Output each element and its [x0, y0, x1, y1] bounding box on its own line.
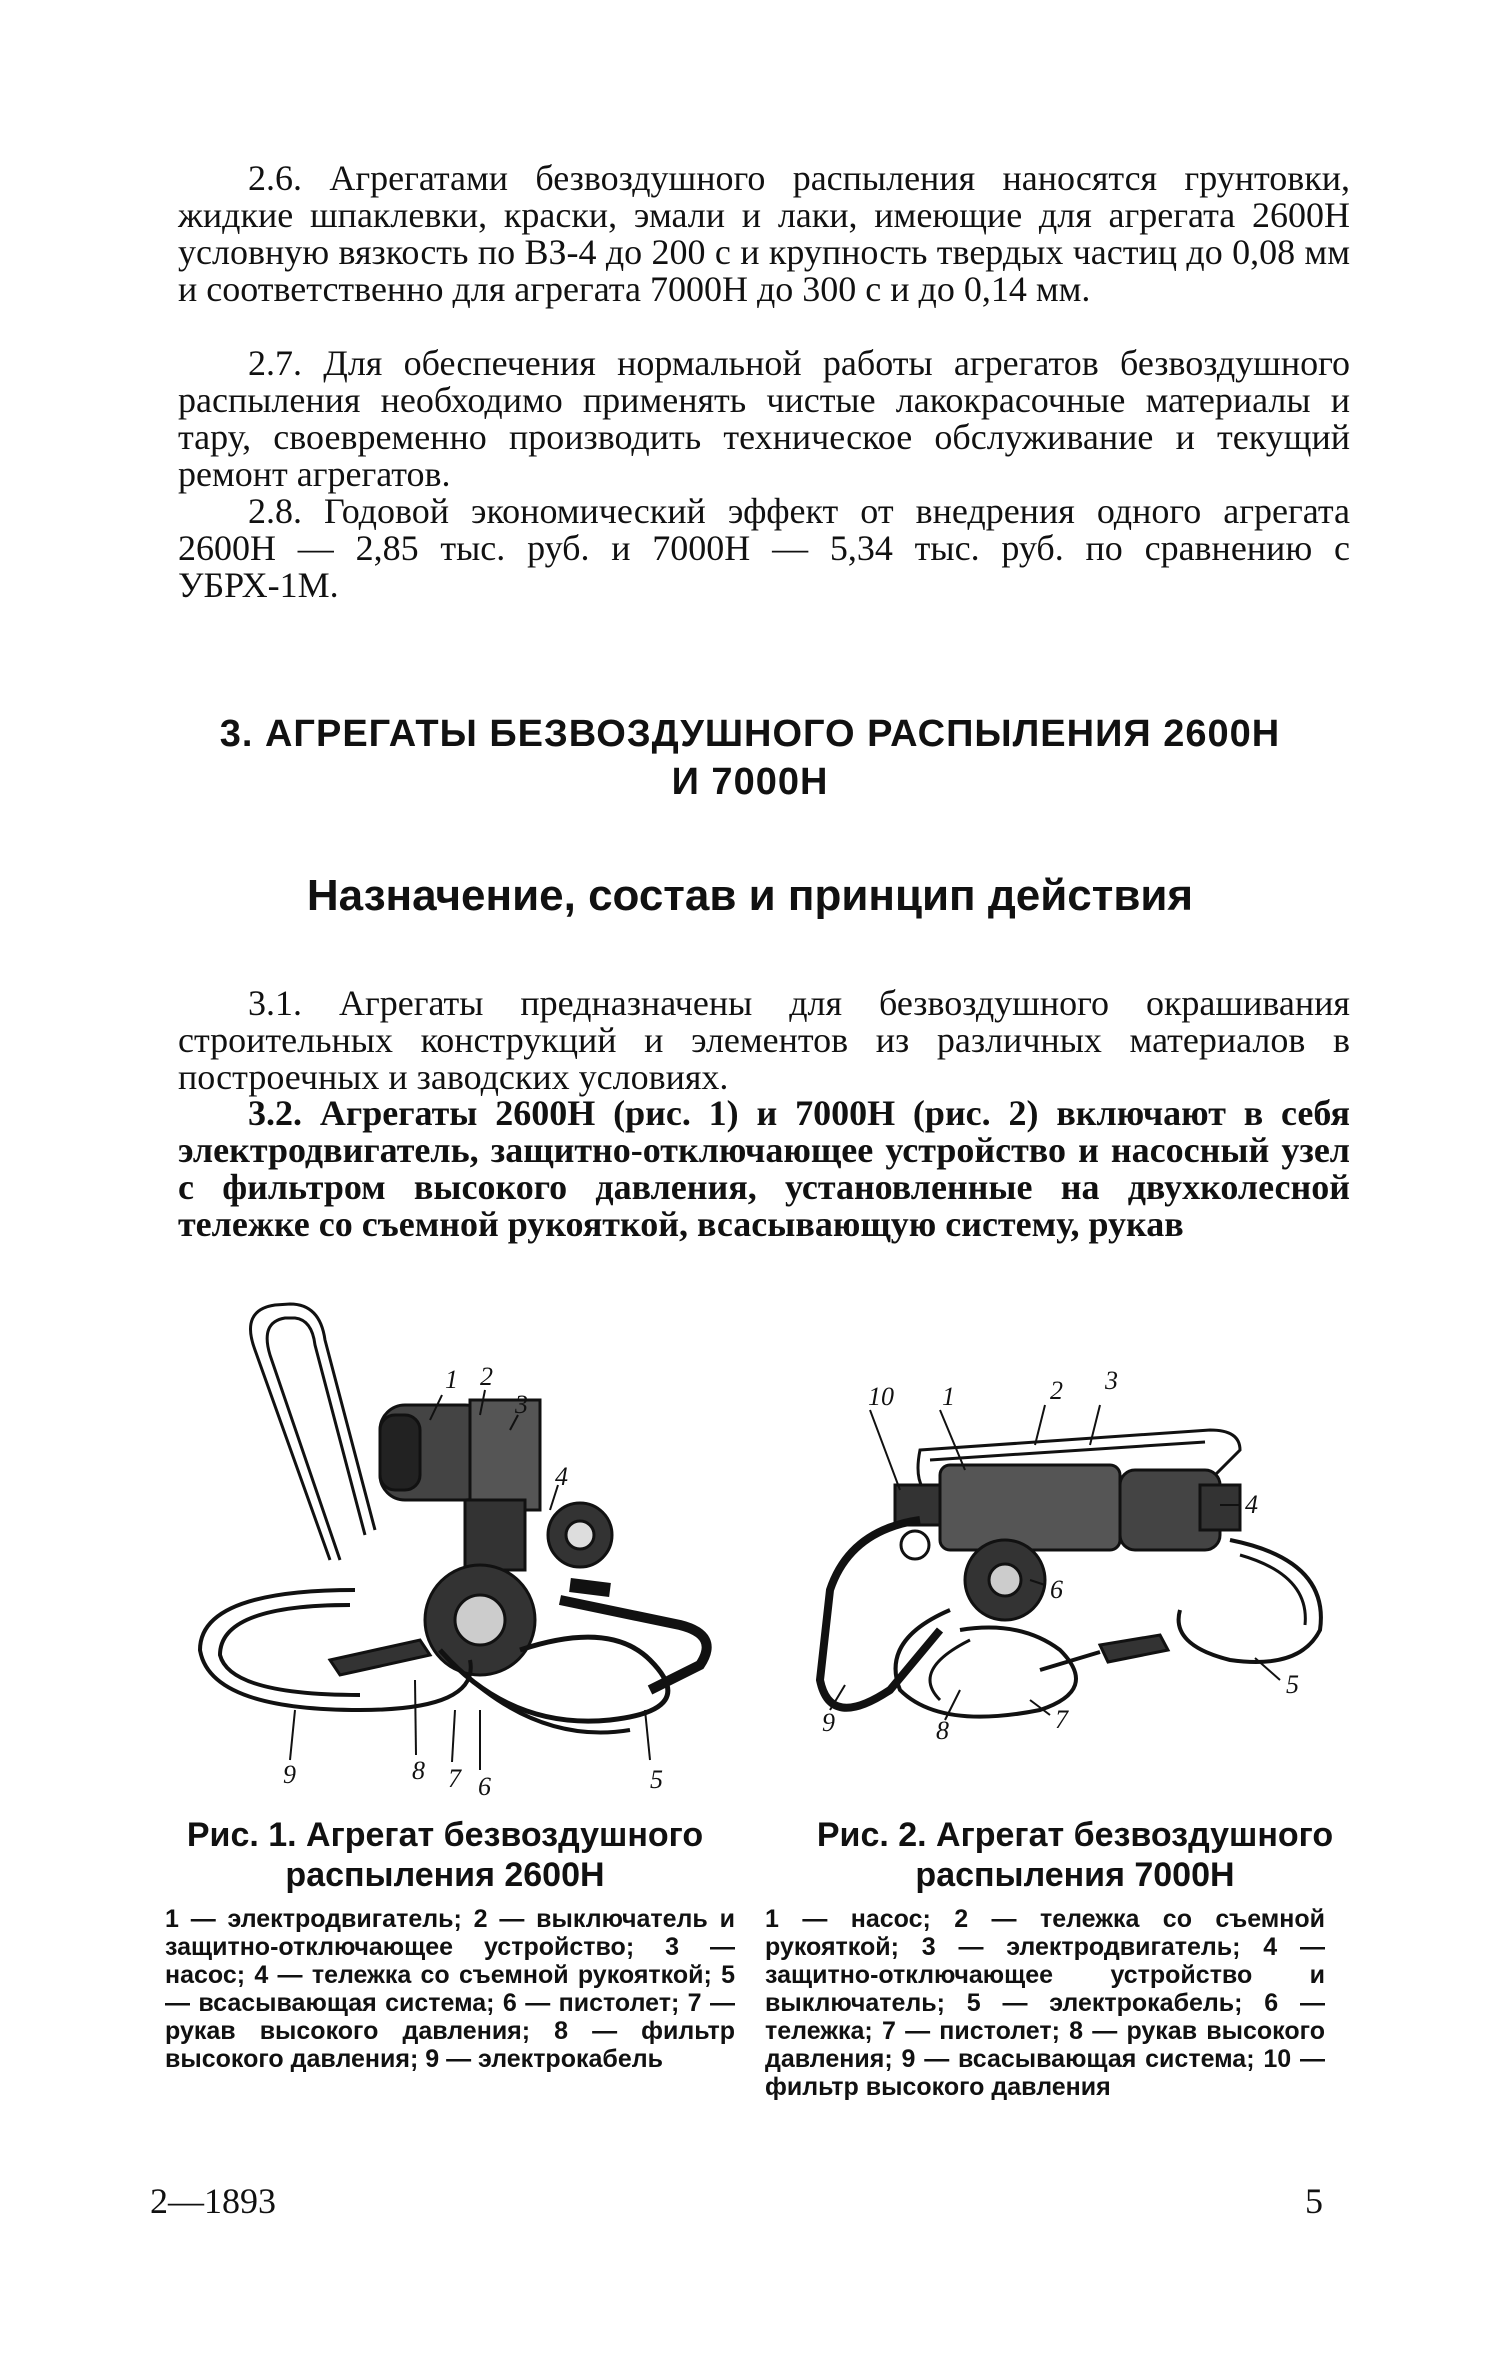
paragraph-2-6: 2.6. Агрегатами безвоздушного распыления наносятся грунтовки, жидкие шпаклевки, краски, эмали и лаки, имеющие для агрегата 2600Н условную вязкость по ВЗ-4 до 200 с и крупность твердых частиц до 0,08 мм и соответственно для агрегата 7000Н до 300 с и до 0,14 мм. [178, 158, 1350, 309]
figure-2-caption-title: Рис. 2. Агрегат безвоздушного распыления 7000Н [816, 1816, 1334, 1894]
fig1-callout-6: 6 [478, 1772, 491, 1801]
figure-1-caption-title: Рис. 1. Агрегат безвоздушного распыления 2600Н [186, 1816, 704, 1894]
fig1-callout-9: 9 [283, 1760, 296, 1789]
figure-2-drawing [800, 1390, 1360, 1810]
fig1-callout-1: 1 [445, 1365, 458, 1394]
paragraph-2-7: 2.7. Для обеспечения нормальной работы агрегатов безвоздушного распыления необходимо применять чистые лакокрасочные материалы и тару, своевременно производить техническое обслуживание и текущий ремонт агрегатов. [178, 343, 1350, 494]
subsection-title: Назначение, состав и принцип действия [306, 871, 1194, 920]
fig2-callout-3: 3 [1105, 1366, 1118, 1395]
page-number: 5 [1305, 2181, 1323, 2221]
fig2-callout-5: 5 [1286, 1670, 1299, 1699]
fig2-callout-10: 10 [868, 1382, 894, 1411]
figure-2-legend: 1 — насос; 2 — тележка со съемной рукояткой; 3 — электродвигатель; 4 — защитно-отключающее устройство и выключатель; 5 — электрокабель; 6 — тележка; 7 — пистолет; 8 — рукав высокого давления; 9 — всасывающая система; 10 — фильтр высокого давления [765, 1905, 1325, 2101]
paragraph-3-2: 3.2. Агрегаты 2600Н (рис. 1) и 7000Н (рис. 2) включают в себя электродвигатель, защитно-отключающее устройство и насосный узел с фильтром высокого давления, установленные на двухколесной тележке со съемной рукояткой, всасывающую систему, рукав [178, 1093, 1350, 1244]
section-title-line2: И 7000Н [671, 761, 829, 803]
fig2-callout-1: 1 [942, 1382, 955, 1411]
figure-2-illustration [800, 1366, 1360, 1810]
figure-1-legend: 1 — электродвигатель; 2 — выключатель и защитно-отключающее устройство; 3 — насос; 4 — тележка со съемной рукояткой; 5 — всасывающая система; 6 — пистолет; 7 — рукав высокого давления; 8 — фильтр высокого давления; 9 — электрокабель [165, 1905, 735, 2073]
signature-mark: 2—1893 [150, 2181, 276, 2221]
fig2-callout-4: 4 [1245, 1490, 1258, 1519]
fig2-callout-6: 6 [1050, 1575, 1063, 1604]
section-title-line1: 3. АГРЕГАТЫ БЕЗВОЗДУШНОГО РАСПЫЛЕНИЯ 2600Н [219, 713, 1281, 755]
fig1-callout-4: 4 [555, 1462, 568, 1491]
fig1-callout-3: 3 [515, 1390, 528, 1419]
fig1-callout-7: 7 [448, 1764, 461, 1793]
paragraph-3-1: 3.1. Агрегаты предназначены для безвоздушного окрашивания строительных конструкций и элементов из различных материалов в построечных и заводских условиях. [178, 983, 1350, 1097]
fig2-callout-7: 7 [1055, 1705, 1068, 1734]
fig1-callout-2: 2 [480, 1362, 493, 1391]
paragraph-2-8: 2.8. Годовой экономический эффект от внедрения одного агрегата 2600Н — 2,85 тыс. руб. и 7000Н — 5,34 тыс. руб. по сравнению с УБРХ-1М. [178, 491, 1350, 605]
fig2-callout-9: 9 [822, 1708, 835, 1737]
fig2-callout-8: 8 [936, 1716, 949, 1745]
fig2-callout-2: 2 [1050, 1376, 1063, 1405]
figure-1-illustration [180, 1290, 790, 1810]
fig1-callout-5: 5 [650, 1765, 663, 1794]
fig1-callout-8: 8 [412, 1756, 425, 1785]
section-title [150, 710, 1350, 806]
